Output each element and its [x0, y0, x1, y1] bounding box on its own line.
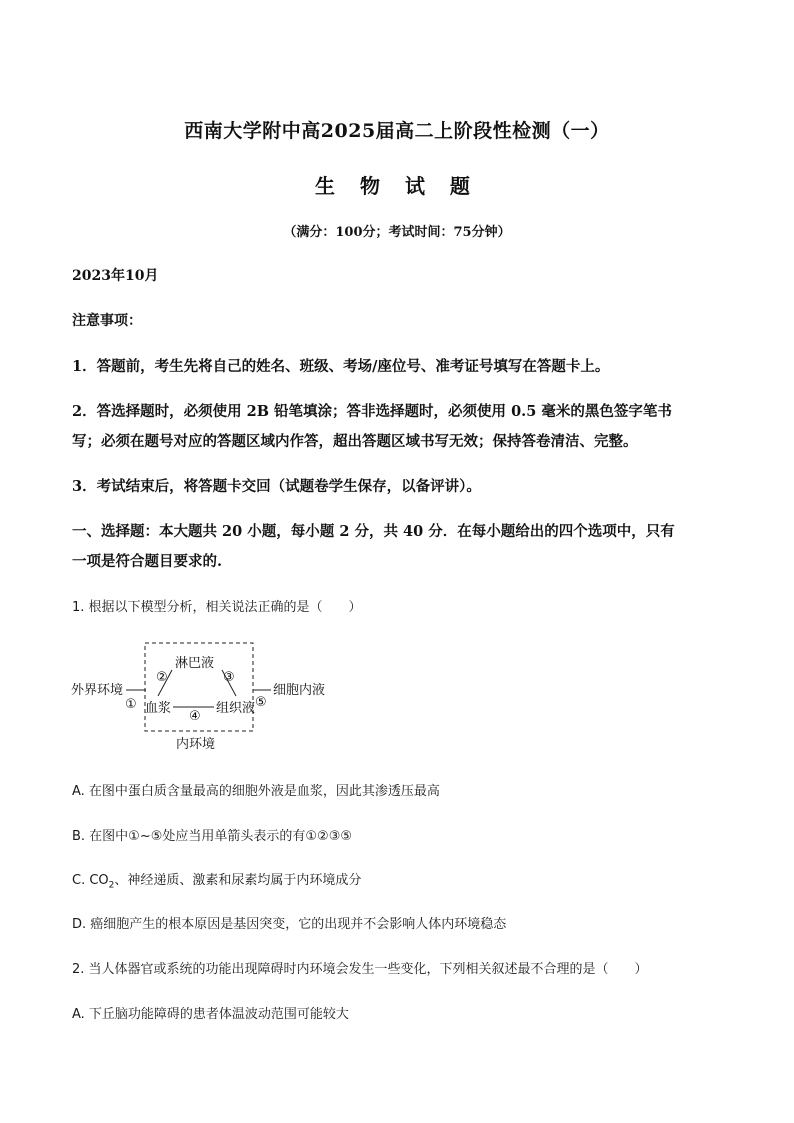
question-1-option-d: D. 癌细胞产生的根本原因是基因突变，它的出现并不会影响人体内环境稳态 — [72, 917, 507, 932]
exam-date: 2023年10月 — [72, 268, 159, 284]
intracellular-fluid-label: 细胞内液 — [273, 683, 326, 698]
subject-title: 生 物 试 题 — [315, 174, 479, 198]
marker-3: ③ — [223, 670, 235, 685]
internal-environment-label: 内环境 — [176, 737, 216, 752]
tissue-fluid-label: 组织液 — [216, 701, 256, 716]
option-c-prefix: C. CO — [72, 873, 109, 888]
question-1-option-a: A. 在图中蛋白质含量最高的细胞外液是血浆，因此其渗透压最高 — [72, 784, 440, 799]
exam-title: 西南大学附中高2025届高二上阶段性检测（一） — [184, 120, 610, 142]
notice-item-3: 3．考试结束后，将答题卡交回（试题卷学生保存，以备评讲）。 — [72, 478, 481, 495]
notice-item-1: 1．答题前，考生先将自己的姓名、班级、考场/座位号、准考证号填写在答题卡上。 — [72, 358, 610, 375]
plasma-label: 血浆 — [145, 701, 172, 716]
question-2-stem: 2. 当人体器官或系统的功能出现障碍时内环境会发生一些变化，下列相关叙述最不合理的是（ ） — [72, 962, 648, 977]
question-1-stem: 1. 根据以下模型分析，相关说法正确的是（ ） — [72, 600, 362, 615]
option-c-subscript: 2 — [108, 880, 115, 891]
lymph-label: 淋巴液 — [175, 656, 215, 671]
score-time-info: （满分：100分；考试时间：75分钟） — [283, 225, 511, 240]
marker-4: ④ — [189, 709, 201, 724]
question-1-option-b: B. 在图中①~⑤处应当用单箭头表示的有①②③⑤ — [72, 829, 353, 844]
section-heading-line-2: 一项是符合题目要求的. — [72, 553, 223, 570]
marker-2: ② — [156, 670, 168, 685]
notice-item-2-line-1: 2．答选择题时，必须使用 2B 铅笔填涂；答非选择题时，必须使用 0.5 毫米的黑色签字笔书 — [72, 403, 672, 420]
marker-1: ① — [125, 697, 137, 712]
marker-5: ⑤ — [255, 695, 267, 710]
internal-environment-diagram — [70, 640, 360, 755]
notice-item-2-line-2: 写；必须在题号对应的答题区域内作答，超出答题区域书写无效；保持答卷清洁、完整。 — [72, 433, 638, 450]
option-c-text: 、神经递质、激素和尿素均属于内环境成分 — [114, 873, 362, 888]
section-heading-line-1: 一、选择题：本大题共 20 小题，每小题 2 分，共 40 分．在每小题给出的四个选项中，只有 — [72, 523, 675, 540]
notice-heading: 注意事项： — [72, 313, 142, 329]
outer-environment-label: 外界环境 — [71, 683, 124, 698]
question-1-option-c — [72, 869, 361, 891]
question-2-option-a: A. 下丘脑功能障碍的患者体温波动范围可能较大 — [72, 1007, 349, 1022]
